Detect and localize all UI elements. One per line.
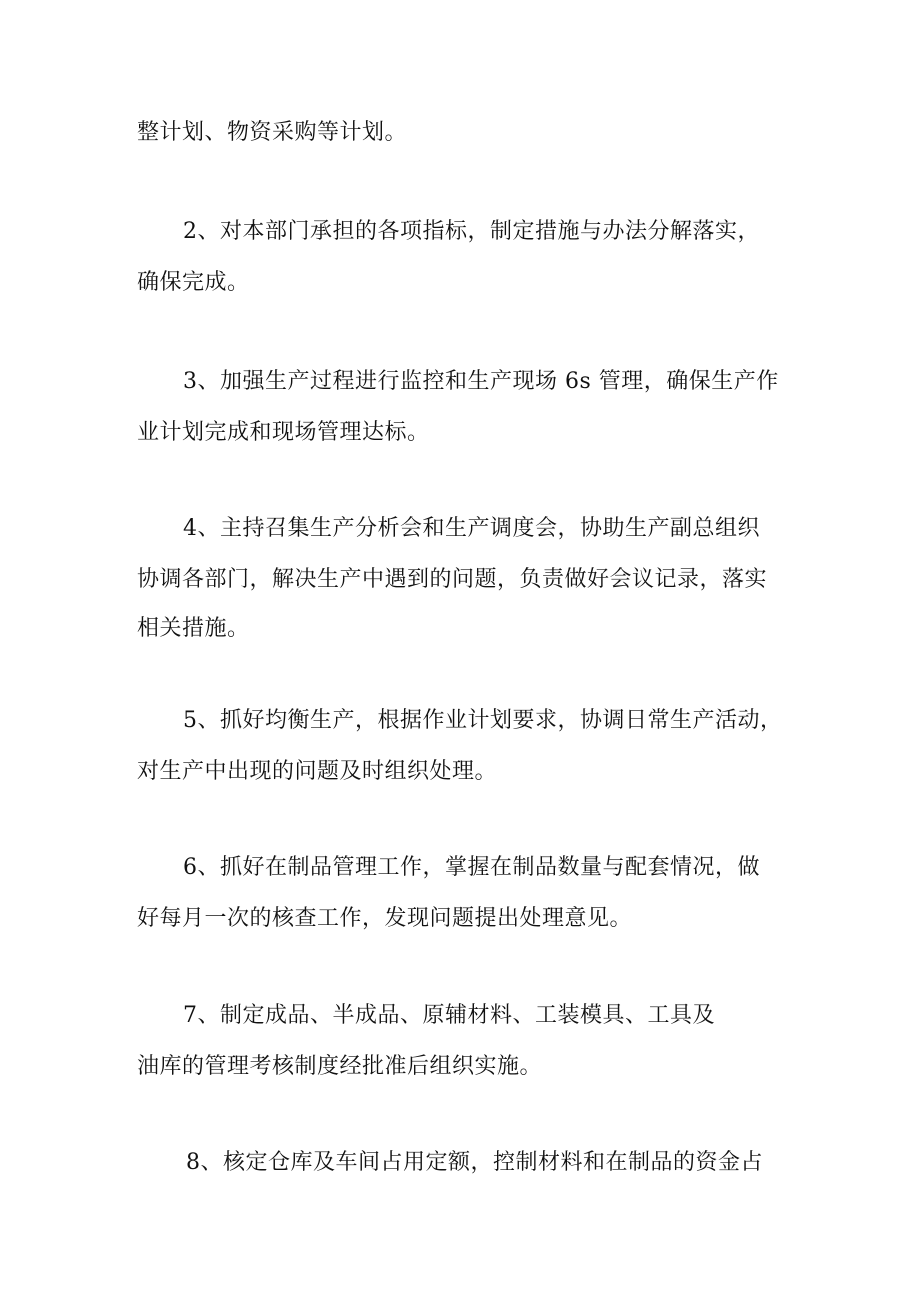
paragraph-3-line-1: 3、加强生产过程进行监控和生产现场 6s 管理，确保生产作 [183,369,779,394]
paragraph-2-line-1: 2、对本部门承担的各项指标，制定措施与办法分解落实， [183,219,760,244]
paragraph-7-line-1: 7、制定成品、半成品、原辅材料、工装模具、工具及 [183,1003,715,1028]
paragraph-6-line-1: 6、抓好在制品管理工作，掌握在制品数量与配套情况，做 [183,855,760,880]
paragraph-4-line-3: 相关措施。 [137,616,250,641]
paragraph-5-line-1: 5、抓好均衡生产，根据作业计划要求，协调日常生产活动， [183,708,783,733]
paragraph-2-line-2: 确保完成。 [137,270,250,295]
paragraph-4-line-1: 4、主持召集生产分析会和生产调度会，协助生产副总组织 [183,516,760,541]
paragraph-5-line-2: 对生产中出现的问题及时组织处理。 [137,759,498,784]
paragraph-8-line-1: 8、核定仓库及车间占用定额，控制材料和在制品的资金占 [186,1150,763,1175]
paragraph-7-line-2: 油库的管理考核制度经批准后组织实施。 [137,1054,543,1079]
paragraph-3-line-2: 业计划完成和现场管理达标。 [137,420,430,445]
paragraph-6-line-2: 好每月一次的核查工作，发现问题提出处理意见。 [137,906,633,931]
paragraph-1-line-1: 整计划、物资采购等计划。 [137,120,408,145]
paragraph-4-line-2: 协调各部门，解决生产中遇到的问题，负责做好会议记录，落实 [137,567,768,592]
